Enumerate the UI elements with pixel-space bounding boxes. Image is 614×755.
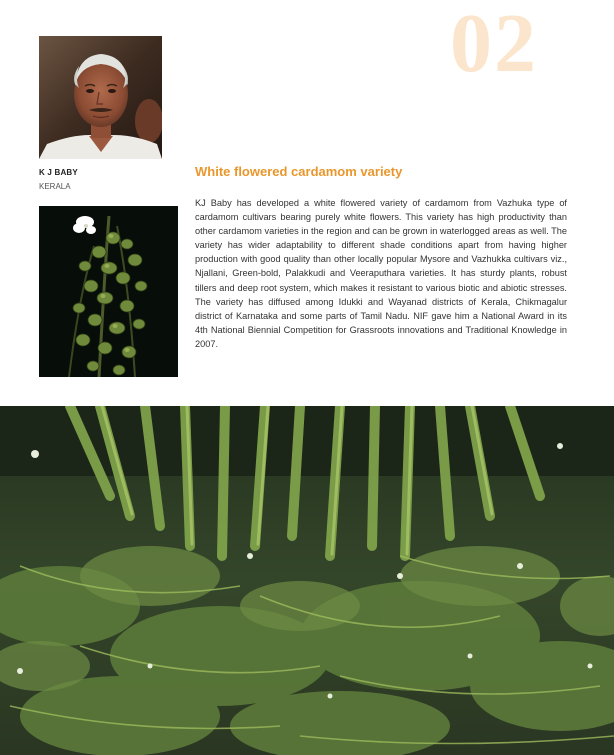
page-number: 02	[450, 0, 538, 90]
article-body: KJ Baby has developed a white flowered variety of cardamom from Vazhuka type of cardamom cultivars bearing purely white flowers. This variety has high productivity than other cardamom varieties in the region and can be grown in waterlogged areas as well. The variety has wider adaptability to different shade conditions apart from having higher production with good quality than other locally popular Mysore and Vazhukka cultivars viz., Njallani, Green-bold, Palakkudi and Veeraputhara varieties. It has sturdy plants, robust tillers and deep root system, which makes it resistant to various biotic and abiotic stresses. The variety has diffused among Idukki and Wayanad districts of Kerala, Chikmagalur district of Karnataka and some parts of Tamil Nadu. NIF gave him a National Award in its 4th National Biennial Competition for Grassroots innovations and Traditional Knowledge in 2007.	[195, 198, 567, 349]
cardamom-plantation-photo	[0, 406, 614, 755]
article-title: White flowered cardamom variety	[195, 164, 403, 179]
portrait-photo	[39, 36, 162, 159]
innovator-state: KERALA	[39, 182, 71, 191]
innovator-name: K J BABY	[39, 168, 78, 177]
white-cardamom-flower-photo	[39, 206, 178, 377]
